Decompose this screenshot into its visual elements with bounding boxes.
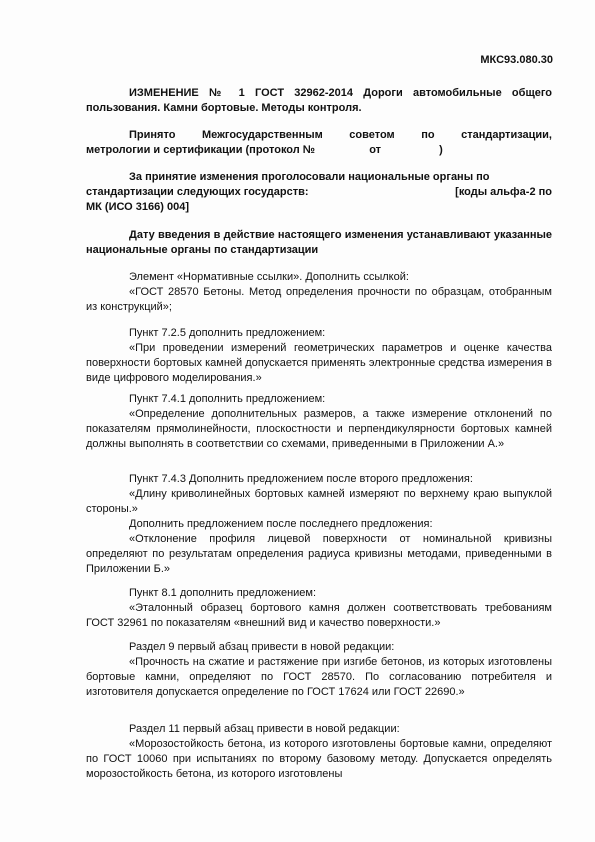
item-text: «При проведении измерений геометрических параметров и оценке качества поверхности бортовых камней допускается применять электронные средства измерения в виде цифрового моделирования.» — [86, 342, 552, 384]
adopted-word-1: Принято — [129, 129, 176, 141]
voted-line-2 — [86, 185, 552, 200]
item-text: «Прочность на сжатие и растяжение при изгибе бетонов, из которых изготовлены бортовые камни, определяют по ГОСТ 28570. По согласованию потребителя и изготовителя допускается определение по ГОСТ 17624 или ГОСТ 22690.» — [86, 656, 552, 698]
adopted-word-4: по — [421, 129, 435, 141]
item-text: «ГОСТ 28570 Бетоны. Метод определения прочности по образцам, отобранным из конструкций»; — [86, 286, 552, 313]
item-heading: Элемент «Нормативные ссылки». Дополнить ссылкой: — [129, 271, 409, 283]
adopted-word-3: советом — [349, 129, 395, 141]
item-text: «Определение дополнительных размеров, а также измерение отклонений по показателям прямолинейности, плоскостности и перпендикулярности бортовых камней должны выполнять в соответствии со схемами, приведенными в Приложении А.» — [86, 408, 552, 450]
voted-line-1: За принятие изменения проголосовали национальные органы по — [129, 171, 490, 183]
item-heading: Пункт 7.2.5 дополнить предложением: — [129, 327, 326, 339]
voted-statement — [86, 170, 552, 215]
adopted-line-2 — [86, 143, 552, 158]
amendment-7-2-5 — [86, 326, 552, 386]
item-heading: Пункт 7.4.1 дополнить предложением: — [129, 393, 326, 405]
item-text: «Длину криволинейных бортовых камней измеряют по верхнему краю выпуклой стороны.» — [86, 488, 552, 515]
adopted-statement — [86, 128, 552, 158]
amendment-section-11 — [86, 722, 552, 782]
document-title: ИЗМЕНЕНИЕ № 1 ГОСТ 32962-2014 Дороги автомобильные общего пользования. Камни бортовые. Методы контроля. — [86, 87, 552, 114]
effective-date-statement: Дату введения в действие настоящего изменения устанавливают указанные национальные органы по стандартизации — [86, 229, 552, 256]
classification-code: МКС93.080.30 — [480, 54, 553, 66]
adopted-protocol-text: метрологии и сертификации (протокол № — [86, 144, 316, 156]
amendment-normative-references — [86, 270, 552, 315]
adopted-line-1 — [86, 128, 552, 143]
amendment-7-4-3 — [86, 472, 552, 577]
adopted-close-paren: ) — [439, 144, 443, 156]
item-text-2: «Отклонение профиля лицевой поверхности от номинальной кривизны определяют по результатам определения радиуса кривизны методами, приведенными в Приложении Б.» — [86, 533, 552, 575]
voted-codes-text: [коды альфа-2 по — [455, 186, 552, 198]
item-heading: Раздел 9 первый абзац привести в новой редакции: — [129, 641, 395, 653]
voted-line-3: МК (ИСО 3166) 004] — [86, 201, 189, 213]
amendment-8-1 — [86, 586, 552, 631]
item-text: «Морозостойкость бетона, из которого изготовлены бортовые камни, определяют по ГОСТ 10060 при испытаниях по второму базовому методу. Допускается определять морозостойкость бетона, из которого изготовлены — [86, 738, 552, 780]
item-heading-2: Дополнить предложением после последнего предложения: — [129, 518, 433, 530]
adopted-word-5: стандартизации, — [461, 129, 552, 141]
amendment-7-4-1 — [86, 392, 552, 452]
adopted-from-text: от — [369, 144, 382, 156]
voted-states-text: стандартизации следующих государств: — [86, 186, 309, 198]
item-heading: Пункт 7.4.3 Дополнить предложением после второго предложения: — [129, 473, 473, 485]
adopted-word-2: Межгосударственным — [201, 129, 323, 141]
item-heading: Раздел 11 первый абзац привести в новой редакции: — [129, 723, 400, 735]
item-heading: Пункт 8.1 дополнить предложением: — [129, 587, 317, 599]
item-text: «Эталонный образец бортового камня должен соответствовать требованиям ГОСТ 32961 по показателям «внешний вид и качество поверхности.» — [86, 602, 552, 629]
amendment-section-9 — [86, 640, 552, 700]
